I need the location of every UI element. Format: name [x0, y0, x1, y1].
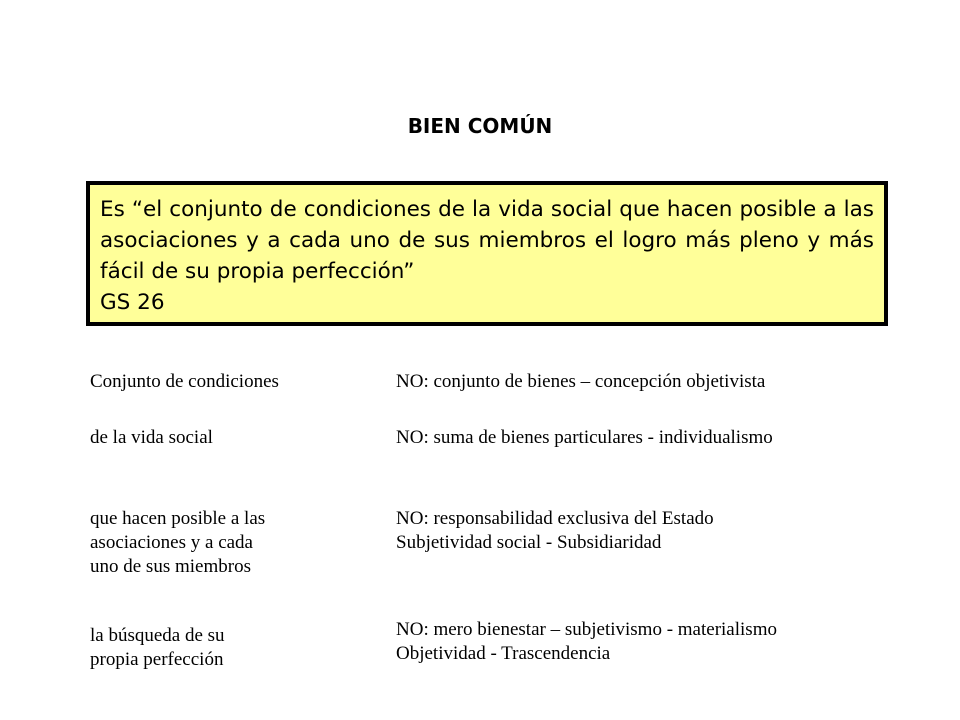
term-cell — [90, 624, 225, 672]
note-cell — [396, 370, 765, 394]
definition-line: Es “el conjunto de condiciones de la vida social que hacen — [100, 197, 733, 222]
term-line: que hacen posible a las — [90, 508, 266, 529]
term-line: asociaciones y a cada — [90, 532, 253, 553]
term-line: Conjunto de condiciones — [90, 371, 279, 392]
term-line: de la vida social — [90, 427, 213, 448]
term-cell — [90, 370, 279, 394]
note-line: NO: conjunto de bienes – concepción objetivista — [396, 371, 766, 392]
definition-box — [86, 181, 888, 326]
note-cell — [396, 618, 777, 666]
note-line: NO: mero bienestar – subjetivismo - materialismo — [396, 619, 777, 640]
term-cell — [90, 507, 265, 579]
term-cell — [90, 426, 213, 450]
note-line: NO: responsabilidad exclusiva del Estado — [396, 508, 714, 529]
note-cell — [396, 426, 773, 450]
term-line: uno de sus miembros — [90, 556, 251, 577]
definition-line: GS 26 — [100, 290, 165, 315]
page-title: BIEN COMÚN — [407, 114, 553, 138]
note-line: Objetividad - Trascendencia — [396, 643, 611, 664]
term-line: la búsqueda de su — [90, 625, 225, 646]
term-line: propia perfección — [90, 649, 224, 670]
definition-line: posible a las asociaciones y a cada uno de sus miembros — [100, 197, 874, 253]
note-line: NO: suma de bienes particulares - individualismo — [396, 427, 773, 448]
note-line: Subjetividad social - Subsidiaridad — [396, 532, 662, 553]
definition-text — [100, 194, 874, 318]
note-cell — [396, 507, 714, 555]
definition-line: el logro más pleno y más fácil de su propia perfección” — [100, 228, 874, 284]
